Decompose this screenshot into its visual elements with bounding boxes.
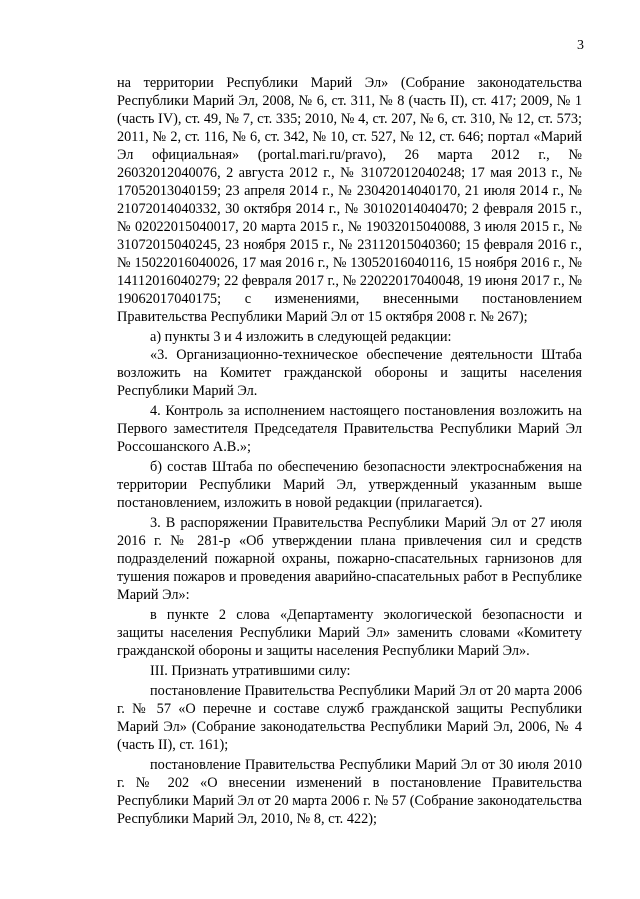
paragraph-section-iii-heading: III. Признать утратившими силу: bbox=[150, 663, 351, 679]
paragraph-point-2-replacement: в пункте 2 слова «Департаменту экологической безопасности и защиты населения Республики Марий Эл» заменить словами «Комитету гражданской обороны и защиты населения Республики Марий Эл». bbox=[117, 607, 582, 659]
document-body bbox=[117, 74, 582, 828]
paragraph-legal-references: на территории Республики Марий Эл» (Собрание законодательства Республики Марий Эл, 2008, № 6, ст. 311, № 8 (часть II), ст. 417; 2009, № 1 (часть IV), ст. 49, № 7, ст. 335; 2010, № 4, ст. 207, № 6, ст. 310, № 12, ст. 573; 2011, № 2, ст. 116, № 6, ст. 342, № 10, ст. 527, № 12, ст. 646; портал «Марий Эл официальная» (portal.mari.ru/pravo), 26 марта 2012 г., № 26032012040076, 2 августа 2012 г., № 31072012040248; 17 мая 2013 г., № 17052013040159; 23 апреля 2014 г., № 23042014040170, 21 июля 2014 г., № 21072014040332, 30 октября 2014 г., № 30102014040470; 2 февраля 2015 г., № 02022015040017, 20 марта 2015 г., № 19032015040088, 3 июля 2015 г., № 31072015040245, 23 ноября 2015 г., № 23112015040360; 15 февраля 2016 г., № 15022016040026, 17 мая 2016 г., № 13052016040116, 15 ноября 2016 г., № 14112016040279; 22 февраля 2017 г., № 22022017040048, 19 июня 2017 г., № 19062017040175; с изменениями, внесенными постановлением Правительства Республики Марий Эл от 15 октября 2008 г. № 267); bbox=[117, 75, 582, 325]
paragraph-repealed-decree-202: постановление Правительства Республики Марий Эл от 30 июля 2010 г. № 202 «О внесении изменений в постановление Правительства Республики Марий Эл от 20 марта 2006 г. № 57 (Собрание законодательства Республики Марий Эл, 2010, № 8, ст. 422); bbox=[117, 757, 582, 827]
paragraph-repealed-decree-57: постановление Правительства Республики Марий Эл от 20 марта 2006 г. № 57 «О перечне и составе служб гражданской защиты Республики Марий Эл» (Собрание законодательства Республики Марий Эл, 2006, № 4 (часть II), ст. 161); bbox=[117, 683, 582, 753]
paragraph-item-b: б) состав Штаба по обеспечению безопасности электроснабжения на территории Республики Марий Эл, утвержденный указанным выше постановлением, изложить в новой редакции (прилагается). bbox=[117, 459, 582, 511]
paragraph-clause-3: «3. Организационно-техническое обеспечение деятельности Штаба возложить на Комитет гражданской обороны и защиты населения Республики Марий Эл. bbox=[117, 347, 582, 399]
paragraph-clause-4: 4. Контроль за исполнением настоящего постановления возложить на Первого заместителя Председателя Правительства Республики Марий Эл Россошанского А.В.»; bbox=[117, 403, 582, 455]
paragraph-section-3: 3. В распоряжении Правительства Республики Марий Эл от 27 июля 2016 г. № 281-р «Об утверждении плана привлечения сил и средств подразделений пожарной охраны, пожарно-спасательных гарнизонов для тушения пожаров и проведения аварийно-спасательных работ в Республике Марий Эл»: bbox=[117, 515, 582, 603]
paragraph-item-a: а) пункты 3 и 4 изложить в следующей редакции: bbox=[150, 329, 452, 345]
page-number: 3 bbox=[577, 38, 584, 53]
